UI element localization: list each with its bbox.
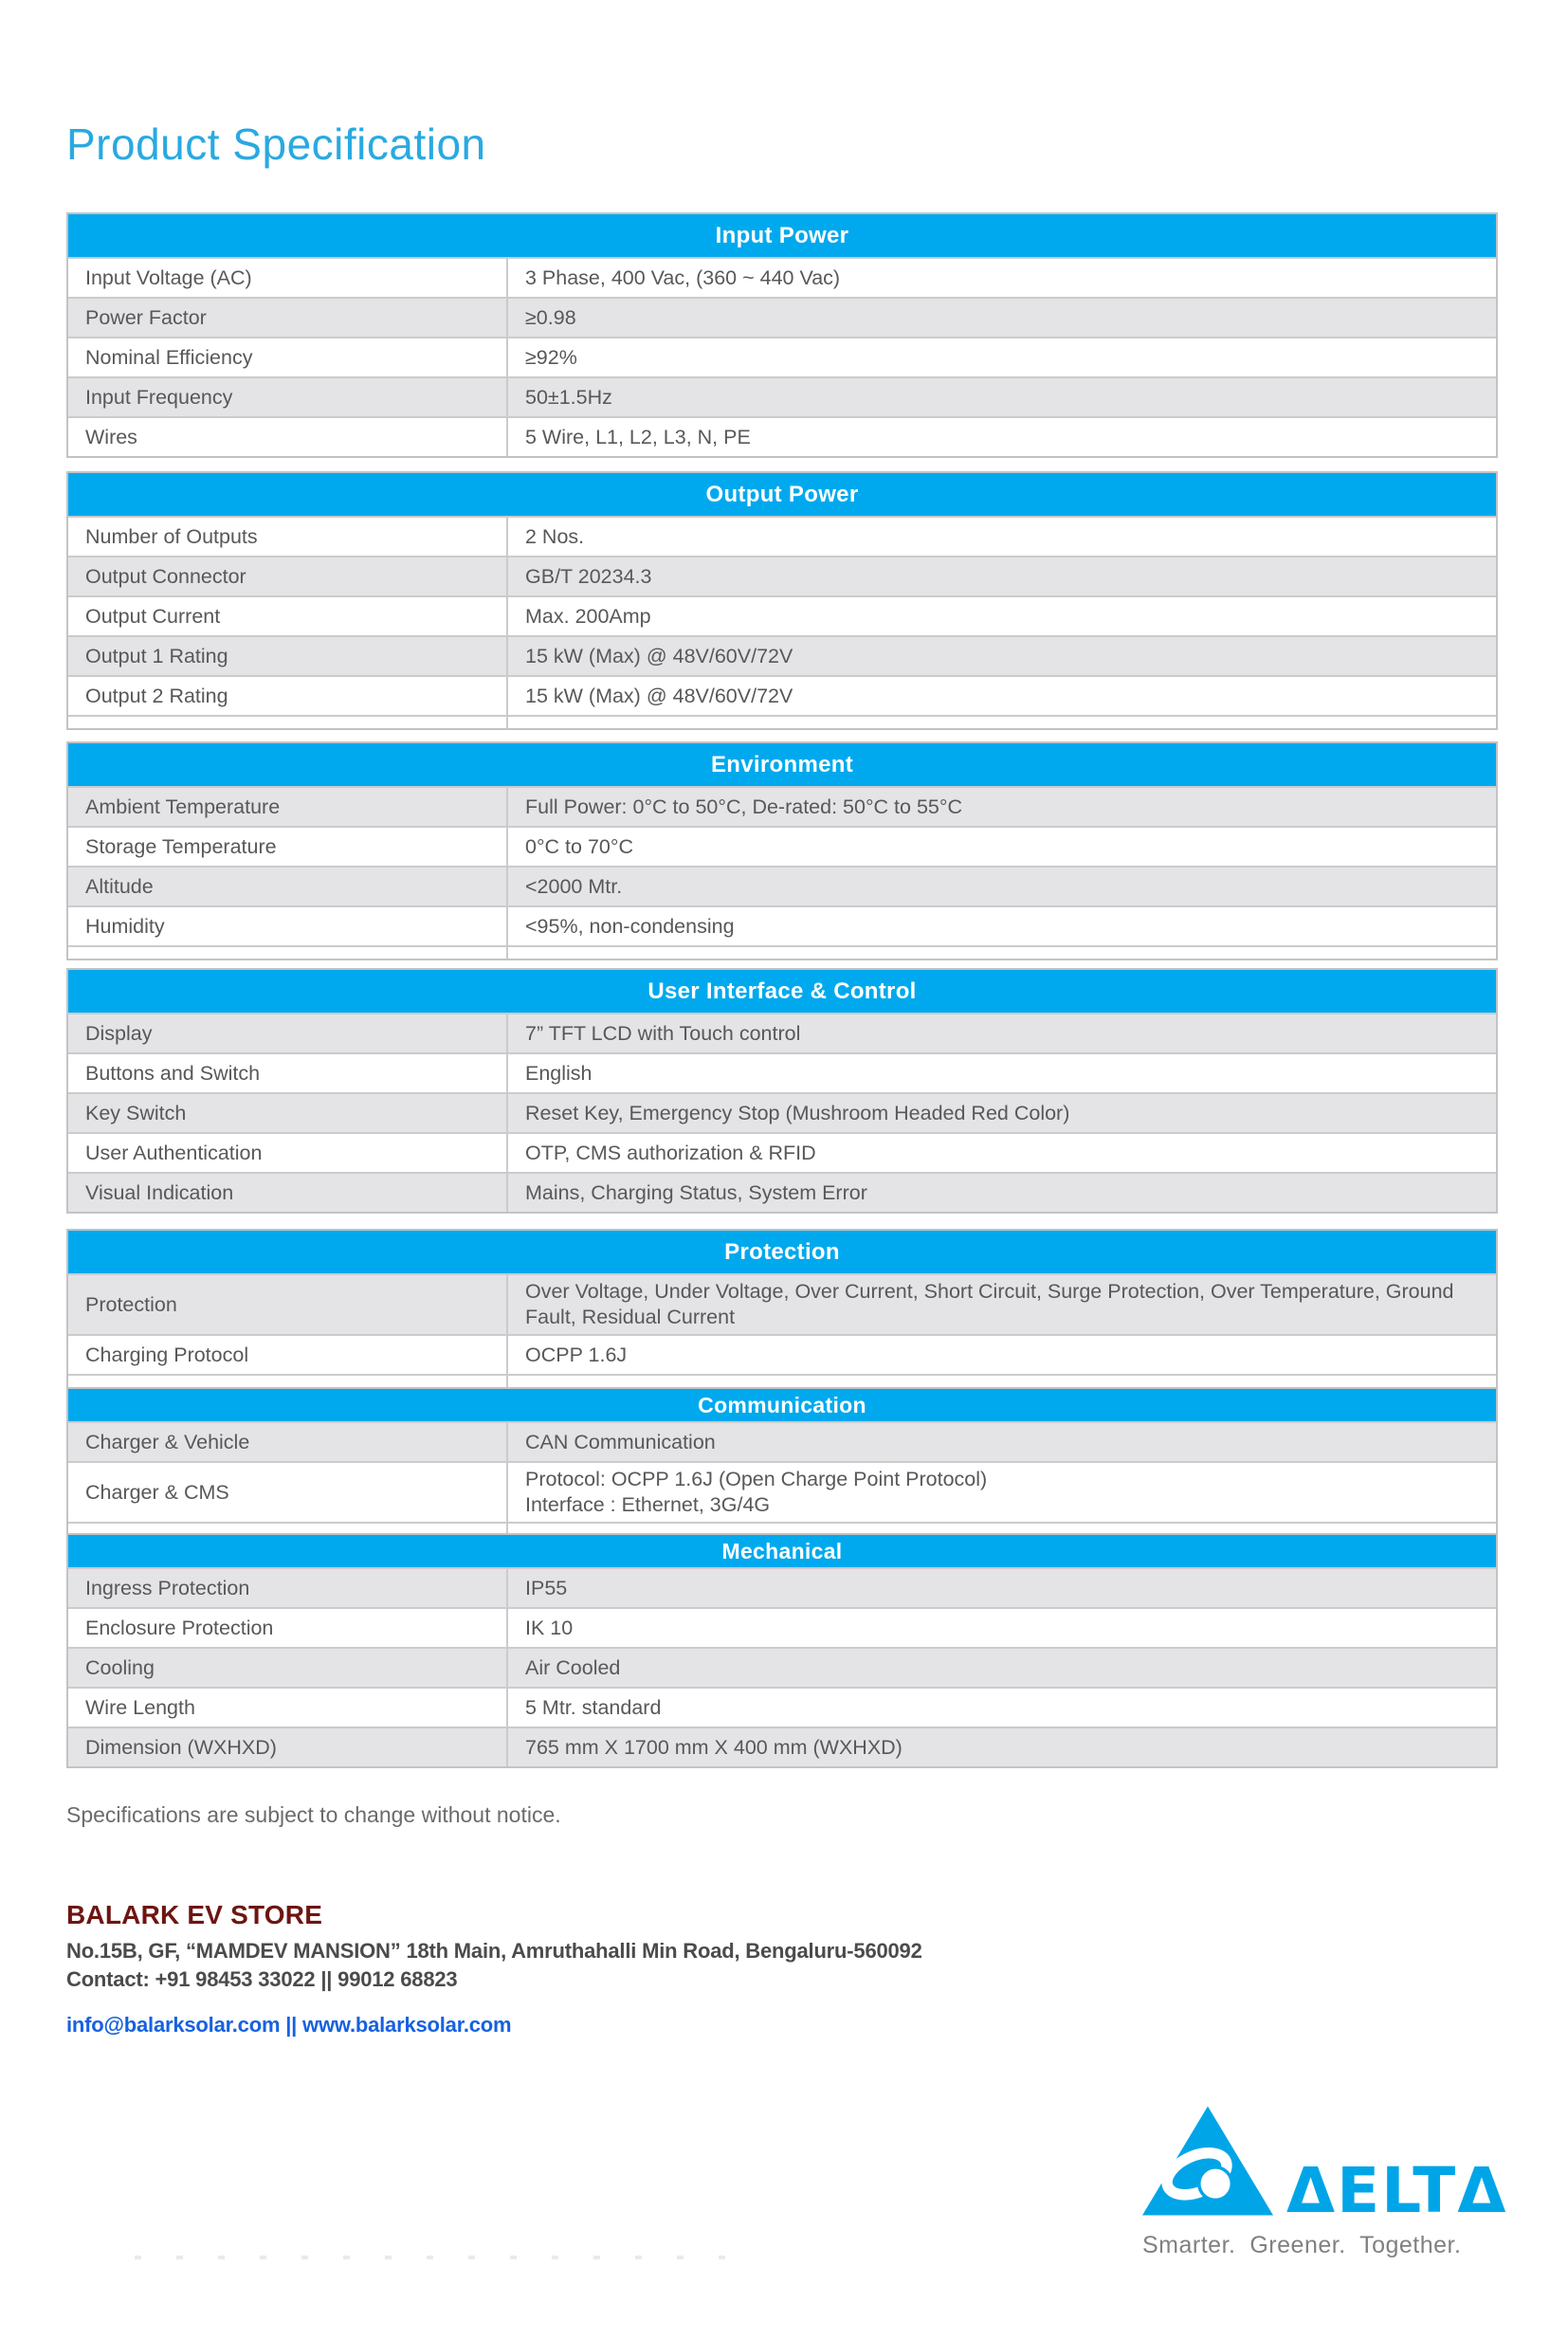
store-info-block <box>66 1900 1498 2037</box>
spec-label: Protection <box>85 1292 177 1316</box>
table-row <box>68 1687 1496 1727</box>
spec-value: ≥0.98 <box>506 299 1496 337</box>
spec-label: Charging Protocol <box>85 1343 249 1366</box>
section-title: Output Power <box>705 481 859 507</box>
section-header-communication <box>68 1389 1496 1421</box>
spec-label: Dimension (WXHXD) <box>85 1735 277 1759</box>
spec-value-line1: Protocol: OCPP 1.6J (Open Charge Point Protocol) <box>525 1468 988 1491</box>
spec-value: 5 Mtr. standard <box>506 1689 1496 1727</box>
section-header-protection <box>68 1231 1496 1273</box>
store-links[interactable]: info@balarksolar.com || www.balarksolar.com <box>66 2013 512 2037</box>
table-row <box>68 1092 1496 1132</box>
table-row <box>68 1421 1496 1461</box>
spec-label: Output Current <box>85 604 221 628</box>
spec-label: Input Voltage (AC) <box>85 265 252 289</box>
table-output-power <box>66 471 1498 730</box>
delta-logo <box>1142 2105 1508 2259</box>
spec-label: User Authentication <box>85 1141 263 1164</box>
spec-label: Visual Indication <box>85 1180 234 1204</box>
spec-value: English <box>506 1054 1496 1092</box>
table-row <box>68 905 1496 945</box>
disclaimer-note: Specifications are subject to change without notice. <box>66 1802 561 1828</box>
table-row <box>68 1647 1496 1687</box>
faint-watermark-line <box>135 2256 741 2259</box>
table-row <box>68 1172 1496 1212</box>
table-row <box>68 1273 1496 1334</box>
spec-value: Over Voltage, Under Voltage, Over Current, Short Circuit, Surge Protection, Over Temperature, Ground Fault, Residual Current <box>506 1275 1496 1334</box>
delta-tagline: Smarter. Greener. Together. <box>1142 2232 1462 2258</box>
table-row <box>68 1727 1496 1766</box>
table-row-empty <box>68 945 1496 959</box>
section-header-environment <box>68 743 1496 786</box>
spec-value: 50±1.5Hz <box>506 378 1496 416</box>
spec-label: Wire Length <box>85 1695 195 1719</box>
spec-value: 0°C to 70°C <box>506 828 1496 866</box>
spec-label: Charger & CMS <box>85 1480 229 1504</box>
table-row <box>68 635 1496 675</box>
spec-label: Input Frequency <box>85 385 233 409</box>
spec-label: Output Connector <box>85 564 246 588</box>
table-row <box>68 297 1496 337</box>
table-row-empty <box>68 715 1496 728</box>
spec-value: Reset Key, Emergency Stop (Mushroom Headed Red Color) <box>506 1094 1496 1132</box>
page-title: Product Specification <box>66 119 486 169</box>
spec-value: 15 kW (Max) @ 48V/60V/72V <box>506 637 1496 675</box>
table-row <box>68 516 1496 556</box>
table-row <box>68 1607 1496 1647</box>
table-row-empty <box>68 1374 1496 1387</box>
table-row <box>68 1567 1496 1607</box>
table-row <box>68 675 1496 715</box>
spec-label: Ingress Protection <box>85 1576 250 1599</box>
spec-label: Ambient Temperature <box>85 795 281 818</box>
spec-label: Charger & Vehicle <box>85 1430 250 1453</box>
section-header-output-power <box>68 473 1496 516</box>
spec-value: Air Cooled <box>506 1649 1496 1687</box>
section-title: Input Power <box>715 222 849 248</box>
section-title: Environment <box>711 751 853 777</box>
spec-label: Key Switch <box>85 1101 187 1124</box>
table-communication <box>66 1389 1498 1535</box>
table-row <box>68 556 1496 595</box>
store-contact: Contact: +91 98453 33022 || 99012 68823 <box>66 1967 458 1992</box>
table-row <box>68 1334 1496 1374</box>
document-page <box>0 121 1568 2037</box>
spec-value: <95%, non-condensing <box>506 907 1496 945</box>
spec-label: Display <box>85 1021 153 1045</box>
spec-value: 7” TFT LCD with Touch control <box>506 1014 1496 1052</box>
spec-value: <2000 Mtr. <box>506 868 1496 905</box>
table-input-power <box>66 212 1498 458</box>
table-row <box>68 337 1496 376</box>
table-row <box>68 376 1496 416</box>
delta-wordmark: ΔELTΔ <box>1286 2153 1508 2227</box>
spec-label: Enclosure Protection <box>85 1616 274 1639</box>
section-header-mechanical <box>68 1535 1496 1567</box>
table-row <box>68 1461 1496 1522</box>
spec-value: CAN Communication <box>506 1423 1496 1461</box>
spec-value: Max. 200Amp <box>506 597 1496 635</box>
table-user-interface-control <box>66 968 1498 1214</box>
spec-label: Output 2 Rating <box>85 684 228 707</box>
spec-label: Cooling <box>85 1655 155 1679</box>
spec-value: GB/T 20234.3 <box>506 557 1496 595</box>
table-row <box>68 866 1496 905</box>
delta-triangle-icon <box>1142 2105 1273 2217</box>
table-mechanical <box>66 1535 1498 1768</box>
spec-label: Altitude <box>85 874 154 898</box>
section-title: User Interface & Control <box>647 978 917 1004</box>
section-title: Mechanical <box>721 1538 843 1563</box>
store-address: No.15B, GF, “MAMDEV MANSION” 18th Main, Amruthahalli Min Road, Bengaluru-560092 <box>66 1939 922 1964</box>
spec-value: IK 10 <box>506 1609 1496 1647</box>
spec-value: OTP, CMS authorization & RFID <box>506 1134 1496 1172</box>
table-row-empty <box>68 1522 1496 1533</box>
table-row <box>68 786 1496 826</box>
spec-label: Storage Temperature <box>85 834 277 858</box>
table-row <box>68 826 1496 866</box>
section-title: Communication <box>698 1392 866 1417</box>
table-row <box>68 1013 1496 1052</box>
spec-label: Output 1 Rating <box>85 644 228 667</box>
spec-label: Power Factor <box>85 305 207 329</box>
spec-value: ≥92% <box>506 338 1496 376</box>
spec-label: Humidity <box>85 914 165 938</box>
spec-value: 5 Wire, L1, L2, L3, N, PE <box>506 418 1496 456</box>
spec-label: Buttons and Switch <box>85 1061 261 1085</box>
spec-value-line2: Interface : Ethernet, 3G/4G <box>525 1493 771 1517</box>
spec-label: Wires <box>85 425 137 448</box>
spec-value <box>506 1463 1496 1522</box>
table-row <box>68 1132 1496 1172</box>
spec-label: Nominal Efficiency <box>85 345 253 369</box>
spec-value: IP55 <box>506 1569 1496 1607</box>
section-title: Protection <box>724 1238 840 1265</box>
table-protection <box>66 1229 1498 1389</box>
spec-value: 2 Nos. <box>506 518 1496 556</box>
spec-value: 765 mm X 1700 mm X 400 mm (WXHXD) <box>506 1728 1496 1766</box>
spec-value: OCPP 1.6J <box>506 1336 1496 1374</box>
section-header-user-interface <box>68 970 1496 1013</box>
section-header-input-power <box>68 214 1496 257</box>
table-row <box>68 1052 1496 1092</box>
spec-value: 3 Phase, 400 Vac, (360 ~ 440 Vac) <box>506 259 1496 297</box>
table-row <box>68 595 1496 635</box>
spec-value: 15 kW (Max) @ 48V/60V/72V <box>506 677 1496 715</box>
spec-value: Mains, Charging Status, System Error <box>506 1174 1496 1212</box>
store-name: BALARK EV STORE <box>66 1900 323 1930</box>
table-row <box>68 257 1496 297</box>
spec-label: Number of Outputs <box>85 524 258 548</box>
table-row <box>68 416 1496 456</box>
spec-value: Full Power: 0°C to 50°C, De-rated: 50°C to 55°C <box>506 788 1496 826</box>
table-environment <box>66 741 1498 960</box>
